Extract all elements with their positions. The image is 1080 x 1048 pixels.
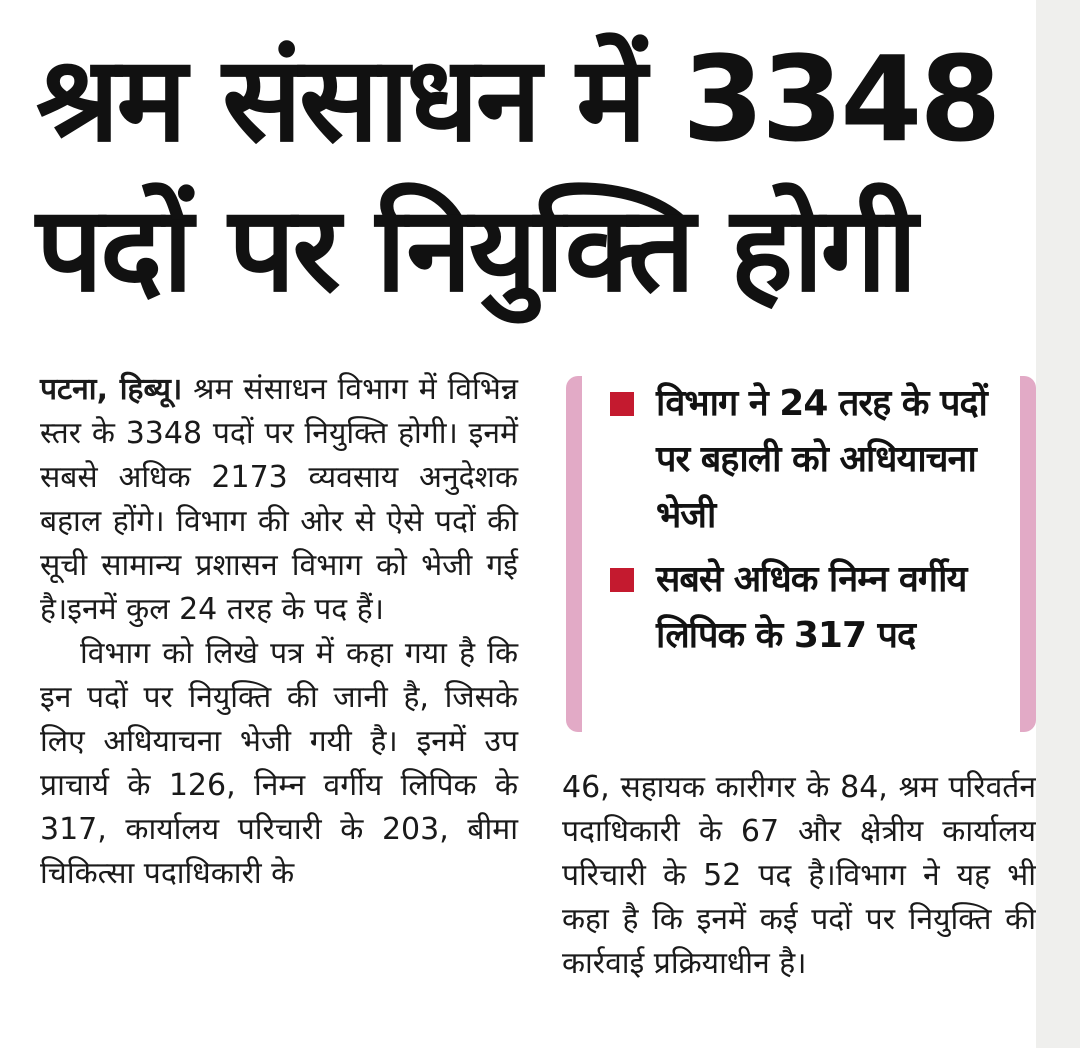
article-left-column [40,368,518,896]
bullet-square-icon [610,568,634,592]
highlight-bracket-left [566,376,582,732]
highlight-text: सबसे अधिक निम्न वर्गीय लिपिक के 317 पद [656,559,967,656]
highlight-bracket-right [1020,376,1036,732]
highlight-item [610,552,1010,664]
article-right-column [562,766,1036,986]
highlight-box [566,376,1036,732]
paragraph-1-text: श्रम संसाधन विभाग में विभिन्न स्तर के 3348 पदों पर नियुक्ति होगी। इनमें सबसे अधिक 2173 व्यवसाय अनुदेशक बहाल होंगे। विभाग की ओर से ऐसे पदों की सूची सामान्य प्रशासन विभाग को भेजी गई है।इनमें कुल 24 तरह के पद हैं। [40,372,518,627]
highlight-text: विभाग ने 24 तरह के पदों पर बहाली को अधियाचना भेजी [656,383,987,536]
dateline: पटना, हिब्यू। [40,372,183,407]
article-paragraph-2: विभाग को लिखे पत्र में कहा गया है कि इन पदों पर नियुक्ति की जानी है, जिसके लिए अधियाचना भेजी गयी है। इनमें उप प्राचार्य के 126, निम्न वर्गीय लिपिक के 317, कार्यालय परिचारी के 203, बीमा चिकित्सा पदाधिकारी के [40,636,518,891]
headline-line-2: पदों पर नियुक्ति होगी [36,180,915,318]
bullet-square-icon [610,392,634,416]
highlight-item [610,376,1010,544]
headline [36,24,1026,324]
article-paragraph-1 [40,368,518,632]
page-margin [1036,0,1080,1048]
headline-line-1: श्रम संसाधन में 3348 [36,30,999,168]
article-paragraph-3: 46, सहायक कारीगर के 84, श्रम परिवर्तन पदाधिकारी के 67 और क्षेत्रीय कार्यालय परिचारी के 52 पद है।विभाग ने यह भी कहा है कि इनमें कई पदों पर नियुक्ति की कार्रवाई प्रक्रियाधीन है। [562,770,1036,981]
